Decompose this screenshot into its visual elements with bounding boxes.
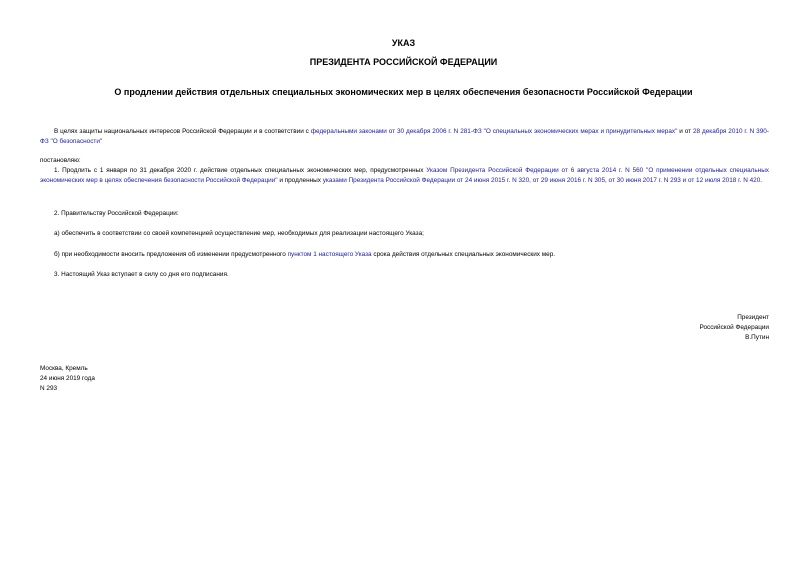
signature-position: Президент (737, 314, 769, 321)
signature-block (569, 313, 769, 343)
decree-date: 24 июня 2019 года (40, 375, 95, 382)
resolve-paragraph: постановляю: (40, 157, 81, 164)
federal-laws-link[interactable]: федеральными законами от 30 декабря 2006 г. N 281-ФЗ "О специальных экономических мерах и принудительных мерах" (310, 128, 678, 135)
extension-decrees-link[interactable]: указами Президента Российской Федерации от 24 июня 2015 г. N 320, от 29 июня 2016 г. N 305, от 30 июня 2017 г. N 293 и от 12 июля 2018 г. N 420 (322, 177, 761, 184)
item-2b-text-2: срока действия отдельных специальных экономических мер. (371, 251, 556, 258)
decree-subject: О продлении действия отдельных специальных экономических мер в целях обеспечения безопасности Российской Федерации (114, 87, 693, 97)
signature-name: В.Путин (745, 334, 769, 341)
place-date-block (40, 364, 240, 394)
item-1-paragraph (40, 166, 769, 186)
preamble-paragraph (40, 127, 769, 147)
signature-country: Российской Федерации (699, 324, 769, 331)
item-3-paragraph: 3. Настоящий Указ вступает в силу со дня его подписания. (54, 271, 229, 278)
security-law-link[interactable]: 28 декабря 2010 г. N 390-ФЗ "О безопасности" (40, 128, 769, 145)
item-1-text-3: . (760, 177, 763, 184)
preamble-text-2: и от (677, 128, 693, 135)
item-2b-paragraph (40, 250, 769, 260)
item-1-text-1: 1. Продлить с 1 января по 31 декабря 2020 г. действие отдельных специальных экономических мер, предусмотренных (54, 167, 427, 174)
decree-title: УКАЗ (391, 38, 416, 48)
item-2a-paragraph: а) обеспечить в соответствии со своей компетенцией осуществление мер, необходимых для реализации настоящего Указа; (54, 230, 424, 237)
place-name: Москва, Кремль (40, 365, 88, 372)
decree-560-link[interactable]: Указом Президента Российской Федерации от 6 августа 2014 г. N 560 "О применении отдельных специальных экономических мер в целях обеспечения безопасности Российской Федерации" (40, 167, 770, 184)
decree-issuer: ПРЕЗИДЕНТА РОССИЙСКОЙ ФЕДЕРАЦИИ (309, 57, 498, 67)
item-2-paragraph: 2. Правительству Российской Федерации: (54, 210, 179, 217)
point-1-link[interactable]: пунктом 1 настоящего Указа (287, 251, 372, 258)
decree-number: N 293 (40, 385, 58, 392)
preamble-text-1: В целях защиты национальных интересов Российской Федерации и в соответствии с (54, 128, 311, 135)
item-1-text-2: и продленных (277, 177, 323, 184)
item-2b-text-1: б) при необходимости вносить предложения об изменении предусмотренного (54, 251, 288, 258)
